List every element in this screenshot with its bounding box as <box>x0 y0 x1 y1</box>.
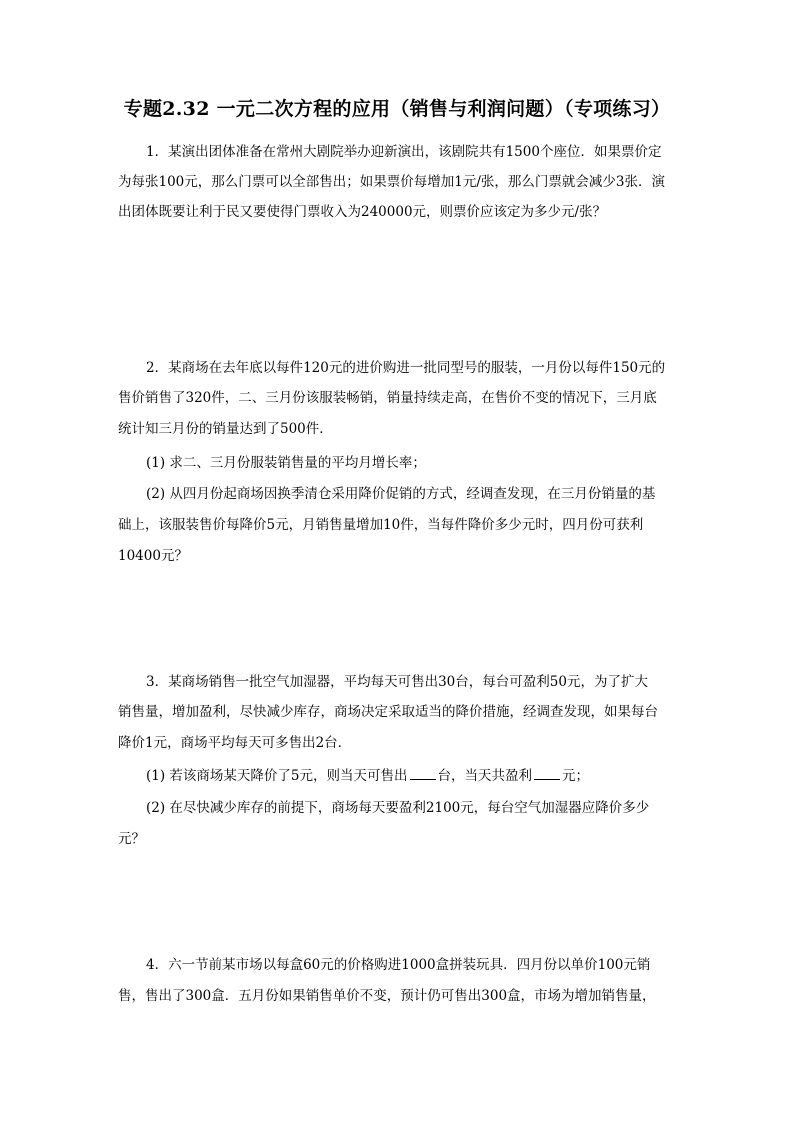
q3-part-1 <box>146 766 589 786</box>
answer-blank-profit[interactable] <box>534 767 560 780</box>
q3-part-2-line-2: 元？ <box>118 831 145 847</box>
q2-line-3: 统计知三月份的销量达到了500件． <box>118 421 333 437</box>
q1-line-2: 为每张100元，那么门票可以全部售出；如果票价每增加1元/张，那么门票就会减少3张．演 <box>118 174 665 190</box>
q2-part-2-line-2: 础上，该服装售价每降价5元，月销售量增加10件，当每件降价多少元时，四月份可获利 <box>118 517 644 533</box>
page-title: 专题2.32 一元二次方程的应用（销售与利润问题）（专项练习） <box>123 98 671 120</box>
q3-part-1-text-a: (1) 若该商场某天降价了5元，则当天可售出 <box>146 768 408 784</box>
q2-line-2: 售价销售了320件，二、三月份该服装畅销，销量持续走高，在售价不变的情况下，三月底 <box>118 390 657 406</box>
q3-line-1: 3．某商场销售一批空气加湿器，平均每天可售出30台，每台可盈利50元，为了扩大 <box>146 674 648 690</box>
q3-line-3: 降价1元，商场平均每天可多售出2台． <box>118 735 352 751</box>
q2-line-1: 2．某商场在去年底以每件120元的进价购进一批同型号的服装，一月份以每件150元的 <box>146 360 666 376</box>
q3-part-1-text-c: 元； <box>562 768 590 784</box>
q3-line-2: 销售量，增加盈利，尽快减少库存，商场决定采取适当的降价措施，经调查发现，如果每台 <box>118 704 658 720</box>
q1-line-3: 出团体既要让利于民又要使得门票收入为240000元，则票价应该定为多少元/张？ <box>118 204 607 220</box>
q4-line-2: 售，售出了300盒．五月份如果销售单价不变，预计仍可售出300盒，市场为增加销售量， <box>118 988 656 1004</box>
answer-blank-units[interactable] <box>410 767 436 780</box>
q3-part-1-text-b: 台，当天共盈利 <box>437 768 533 784</box>
q2-part-2-line-1: (2) 从四月份起商场因换季清仓采用降价促销的方式，经调查发现，在三月份销量的基 <box>146 486 656 502</box>
q2-part-2-line-3: 10400元？ <box>118 548 188 564</box>
q2-part-1: (1) 求二、三月份服装销售量的平均月增长率； <box>146 455 426 471</box>
q1-line-1: 1．某演出团体准备在常州大剧院举办迎新演出，该剧院共有1500个座位．如果票价定 <box>146 144 662 160</box>
q3-part-2-line-1: (2) 在尽快减少库存的前提下，商场每天要盈利2100元，每台空气加湿器应降价多少 <box>146 800 650 816</box>
q4-line-1: 4．六一节前某市场以每盒60元的价格购进1000盒拼装玩具．四月份以单价100元销 <box>146 957 651 973</box>
